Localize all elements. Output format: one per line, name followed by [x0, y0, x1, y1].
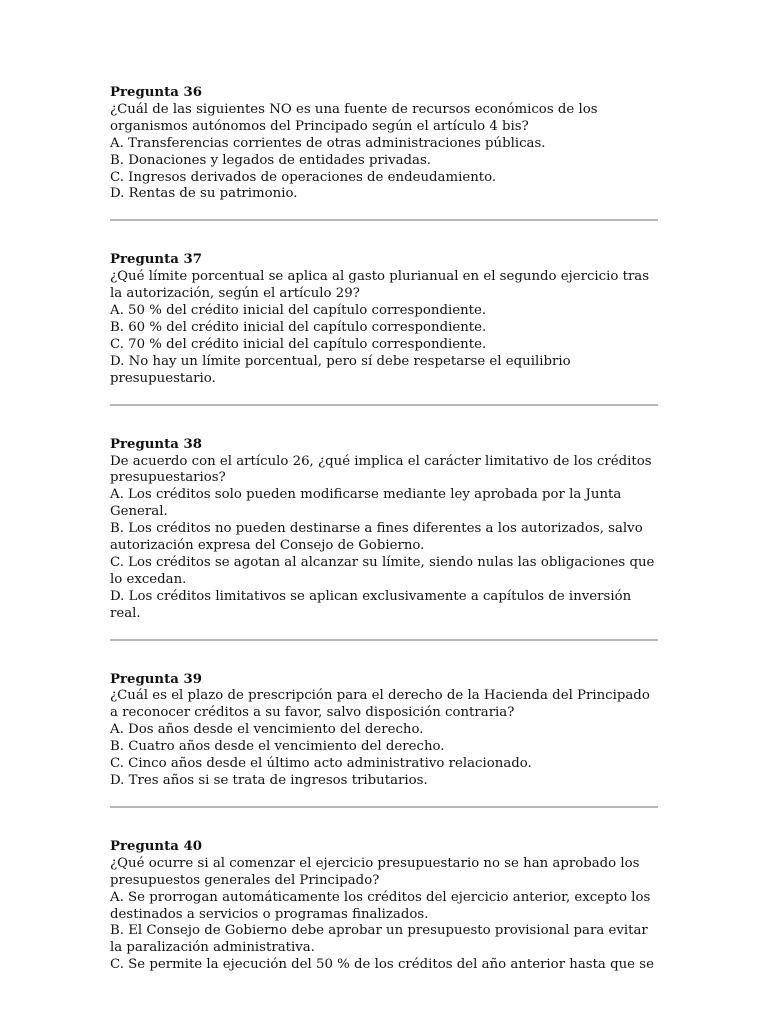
question-text: De acuerdo con el artículo 26, ¿qué implica el carácter limitativo de los créditos presupuestarios? — [110, 453, 652, 486]
separator — [110, 404, 658, 406]
question-title: Pregunta 38 — [110, 436, 202, 452]
question-36 — [110, 85, 658, 203]
separator — [110, 639, 658, 641]
question-text: ¿Cuál es el plazo de prescripción para el derecho de la Hacienda del Principado a reconocer créditos a su favor, salvo disposición contraria? — [110, 688, 650, 721]
option-a: A. Se prorrogan automáticamente los créditos del ejercicio anterior, excepto los destinados a servicios o programas finalizados. — [110, 889, 651, 922]
separator — [110, 806, 658, 808]
option-a: A. Los créditos solo pueden modificarse mediante ley aprobada por la Junta General. — [110, 487, 622, 520]
option-b: B. Donaciones y legados de entidades privadas. — [110, 152, 431, 168]
option-d: D. Rentas de su patrimonio. — [110, 186, 298, 202]
question-39 — [110, 672, 658, 790]
question-40 — [110, 839, 658, 974]
option-c: C. Cinco años desde el último acto administrativo relacionado. — [110, 756, 532, 772]
option-a: A. Transferencias corrientes de otras administraciones públicas. — [110, 135, 546, 151]
option-b: B. El Consejo de Gobierno debe aprobar un presupuesto provisional para evitar la paralización administrativa. — [110, 923, 648, 956]
question-title: Pregunta 39 — [110, 671, 202, 687]
option-c: C. 70 % del crédito inicial del capítulo correspondiente. — [110, 336, 487, 352]
question-37 — [110, 252, 658, 387]
question-text: ¿Cuál de las siguientes NO es una fuente de recursos económicos de los organismos autónomos del Principado según el artículo 4 bis? — [110, 101, 598, 134]
question-38 — [110, 437, 658, 623]
question-text: ¿Qué límite porcentual se aplica al gasto plurianual en el segundo ejercicio tras la autorización, según el artículo 29? — [110, 269, 650, 302]
option-a: A. Dos años desde el vencimiento del derecho. — [110, 722, 424, 738]
option-d: D. Los créditos limitativos se aplican exclusivamente a capítulos de inversión real. — [110, 588, 632, 621]
option-d: D. Tres años si se trata de ingresos tributarios. — [110, 773, 428, 788]
question-title: Pregunta 40 — [110, 838, 202, 854]
option-c: C. Los créditos se agotan al alcanzar su límite, siendo nulas las obligaciones que lo excedan. — [110, 554, 655, 587]
option-b: B. Cuatro años desde el vencimiento del derecho. — [110, 739, 445, 755]
option-c: C. Ingresos derivados de operaciones de endeudamiento. — [110, 169, 497, 185]
separator — [110, 219, 658, 221]
question-text: ¿Qué ocurre si al comenzar el ejercicio presupuestario no se han aprobado los presupuestos generales del Principado? — [110, 855, 640, 888]
option-c: C. Se permite la ejecución del 50 % de los créditos del año anterior hasta que se — [110, 957, 654, 973]
question-title: Pregunta 37 — [110, 252, 202, 268]
option-b: B. 60 % del crédito inicial del capítulo correspondiente. — [110, 319, 487, 335]
option-d: D. No hay un límite porcentual, pero sí debe respetarse el equilibrio presupuestario. — [110, 353, 571, 386]
option-b: B. Los créditos no pueden destinarse a fines diferentes a los autorizados, salvo autorización expresa del Consejo de Gobierno. — [110, 521, 643, 554]
questions-list — [110, 85, 658, 974]
option-a: A. 50 % del crédito inicial del capítulo correspondiente. — [110, 303, 487, 319]
question-title: Pregunta 36 — [110, 85, 202, 100]
